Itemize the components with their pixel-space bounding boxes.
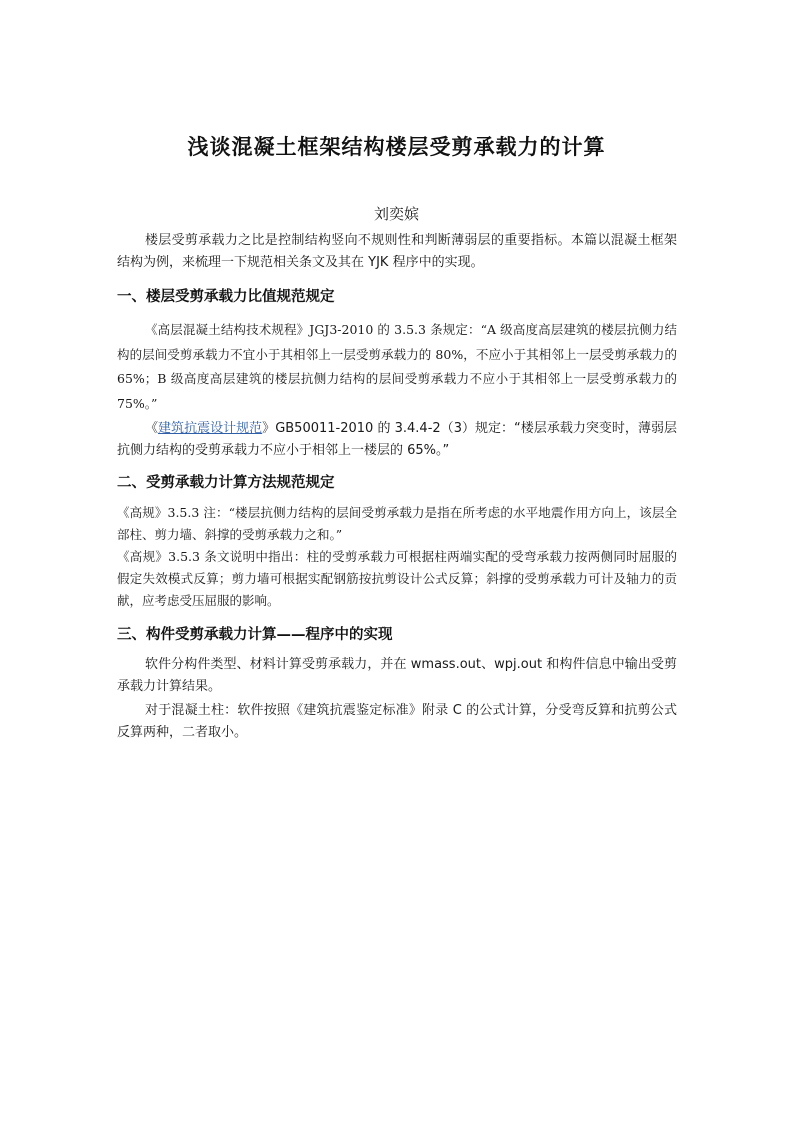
document-title: 浅谈混凝土框架结构楼层受剪承载力的计算 <box>187 135 606 159</box>
author-name: 刘奕嫔 <box>373 205 419 223</box>
section-2-paragraph-1: 《高规》3.5.3 注：“楼层抗侧力结构的层间受剪承载力是指在所考虑的水平地震作用方向上，该层全部柱、剪力墙、斜撑的受剪承载力之和。” <box>117 505 677 542</box>
section-1-paragraph-2 <box>117 418 677 462</box>
section-2-heading: 二、受剪承载力计算方法规范规定 <box>117 475 335 491</box>
section-2-paragraph-2: 《高规》3.5.3 条文说明中指出：柱的受剪承载力可根据柱两端实配的受弯承载力按两侧同时屈服的假定失效模式反算；剪力墙可根据实配钢筋按抗剪设计公式反算；斜撑的受剪承载力可计及轴力的贡献，应考虑受压屈服的影响。 <box>117 549 677 608</box>
section-3-paragraph-1: 软件分构件类型、材料计算受剪承载力，并在 wmass.out、wpj.out 和构件信息中输出受剪承载力计算结果。 <box>117 657 677 694</box>
intro-paragraph: 楼层受剪承载力之比是控制结构竖向不规则性和判断薄弱层的重要指标。本篇以混凝土框架结构为例，来梳理一下规范相关条文及其在 YJK 程序中的实现。 <box>117 233 677 270</box>
section-1-paragraph-1: 《高层混凝土结构技术规程》JGJ3-2010 的 3.5.3 条规定：“A 级高度高层建筑的楼层抗侧力结构的层间受剪承载力不宜小于其相邻上一层受剪承载力的 80%，不应小于其相邻上一层受剪承载力的 65%；B 级高度高层建筑的楼层抗侧力结构的层间受剪承载力不应小于其相邻上一层受剪承载力的 75%。” <box>117 322 677 411</box>
section-3-paragraph-2: 对于混凝土柱：软件按照《建筑抗震鉴定标准》附录 C 的公式计算，分受弯反算和抗剪公式反算两种，二者取小。 <box>117 703 677 740</box>
book-title-open-mark: 《 <box>145 421 159 436</box>
section-1-paragraph-2-text: 》GB50011-2010 的 3.4.4-2（3）规定：“楼层承载力突变时，薄弱层抗侧力结构的受剪承载力不应小于相邻上一楼层的 65%。” <box>117 421 677 458</box>
seismic-code-link[interactable]: 建筑抗震设计规范 <box>158 421 263 436</box>
section-1-heading: 一、楼层受剪承载力比值规范规定 <box>117 289 335 305</box>
document-body <box>117 230 677 744</box>
section-3-heading: 三、构件受剪承载力计算——程序中的实现 <box>117 627 393 643</box>
